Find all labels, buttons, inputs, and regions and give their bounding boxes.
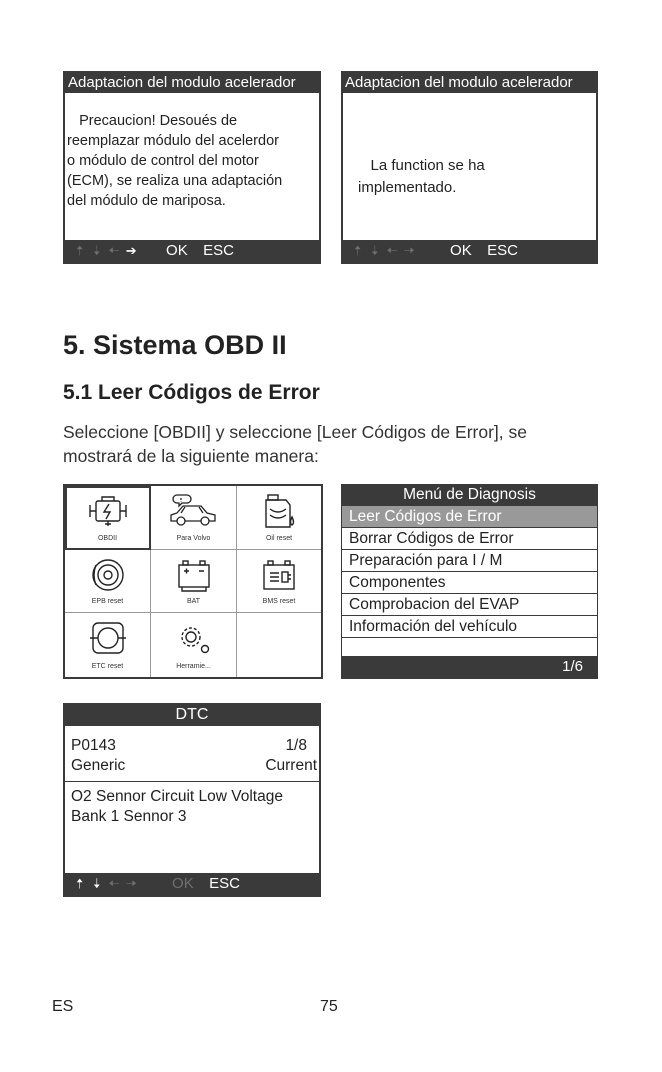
result-text: [358, 155, 592, 199]
menu-item-components[interactable]: Componentes: [342, 572, 597, 594]
dtc-screen: [63, 703, 321, 897]
menu-item-read-codes[interactable]: Leer Códigos de Error: [342, 506, 597, 528]
esc-button[interactable]: ESC: [487, 242, 518, 259]
screen-footer: [65, 240, 319, 262]
screen-footer: [343, 240, 596, 262]
subsection-heading: 5.1 Leer Códigos de Error: [63, 381, 320, 404]
ok-button[interactable]: OK: [450, 242, 472, 259]
battery-icon: [174, 557, 214, 593]
dtc-type-row: [65, 756, 319, 776]
tile-para-volvo[interactable]: [151, 486, 237, 550]
arrow-up-icon[interactable]: 🠡: [76, 876, 84, 891]
menu-title: Menú de Diagnosis: [341, 484, 598, 506]
esc-button[interactable]: ESC: [209, 875, 240, 892]
menu-item-evap-test[interactable]: Comprobacion del EVAP: [342, 594, 597, 616]
tile-obdii[interactable]: [65, 486, 151, 550]
screen-title: Adaptacion del modulo acelerador: [65, 73, 319, 93]
warning-text: [67, 111, 317, 211]
menu-page-indicator: 1/6: [342, 656, 597, 678]
arrow-right-icon[interactable]: 🠢: [125, 876, 137, 891]
warning-line: o módulo de control del motor: [67, 153, 259, 169]
warning-line: reemplazar módulo del acelerdor: [67, 133, 279, 149]
tile-bat[interactable]: [151, 550, 237, 613]
description-line: O2 Sennor Circuit Low Voltage: [71, 788, 283, 805]
dtc-code-row: [65, 736, 319, 756]
bms-icon: [259, 557, 299, 593]
tile-epb-reset[interactable]: [65, 550, 151, 613]
screen-title: Adaptacion del modulo acelerador: [343, 73, 596, 93]
paragraph-line: Seleccione [OBDII] y seleccione [Leer Códigos de Error], se: [63, 422, 527, 442]
arrow-left-icon[interactable]: 🠠: [386, 243, 398, 258]
brake-disc-icon: [88, 557, 128, 593]
dtc-count: 1/8: [285, 737, 307, 754]
dtc-header-block: [65, 725, 319, 782]
tile-herramientas[interactable]: [151, 613, 237, 677]
throttle-adaptation-done-screen: [341, 71, 598, 264]
ok-button[interactable]: OK: [172, 875, 194, 892]
screen-footer: [65, 873, 319, 895]
ok-button[interactable]: OK: [166, 242, 188, 259]
dtc-description: [65, 782, 319, 827]
throttle-icon: [88, 620, 128, 656]
arrow-up-icon[interactable]: 🠡: [354, 243, 362, 258]
esc-button[interactable]: ESC: [203, 242, 234, 259]
dtc-status: Current: [265, 757, 317, 774]
arrow-down-icon[interactable]: 🠣: [371, 243, 379, 258]
arrow-right-icon[interactable]: ➔: [125, 243, 137, 258]
oil-can-icon: [259, 493, 299, 531]
engine-icon: [86, 493, 130, 529]
tile-label: Oil reset: [265, 535, 293, 542]
tile-label: OBDII: [97, 535, 118, 542]
dtc-title: DTC: [64, 704, 320, 726]
arrow-down-icon[interactable]: 🠣: [93, 876, 101, 891]
dtc-code: P0143: [71, 737, 116, 754]
arrow-down-icon[interactable]: 🠣: [93, 243, 101, 258]
tile-label: ETC reset: [91, 663, 124, 670]
tile-label: BMS reset: [262, 598, 296, 605]
arrow-left-icon[interactable]: 🠠: [108, 876, 120, 891]
tile-label: Para Volvo: [176, 535, 211, 542]
warning-line: Precaucion! Desoués de: [67, 113, 238, 129]
paragraph-line: mostrará de la siguiente manera:: [63, 446, 319, 466]
tile-label: BAT: [186, 598, 201, 605]
tile-label: Herramie...: [176, 663, 211, 670]
tile-empty: [237, 613, 321, 677]
menu-item-vehicle-info[interactable]: Información del vehículo: [342, 616, 597, 638]
function-grid: [63, 484, 323, 679]
arrow-up-icon[interactable]: 🠡: [76, 243, 84, 258]
warning-line: del módulo de mariposa.: [67, 193, 226, 209]
diagnosis-menu-screen: [341, 484, 598, 679]
description-line: Bank 1 Sennor 3: [71, 808, 187, 825]
result-line: La function se ha: [358, 157, 485, 174]
car-icon: [167, 493, 221, 529]
tile-oil-reset[interactable]: [237, 486, 321, 550]
throttle-adaptation-warning-screen: [63, 71, 321, 264]
instruction-paragraph: [63, 420, 623, 468]
section-heading: 5. Sistema OBD II: [63, 330, 287, 360]
menu-item-erase-codes[interactable]: Borrar Códigos de Error: [342, 528, 597, 550]
arrow-right-icon[interactable]: 🠢: [403, 243, 415, 258]
tile-bms-reset[interactable]: [237, 550, 321, 613]
warning-line: (ECM), se realiza una adaptación: [67, 173, 283, 189]
result-line: implementado.: [358, 179, 457, 196]
tile-label: EPB reset: [91, 598, 124, 605]
menu-item-im-readiness[interactable]: Preparación para I / M: [342, 550, 597, 572]
tile-etc-reset[interactable]: [65, 613, 151, 677]
arrow-left-icon[interactable]: 🠠: [108, 243, 120, 258]
dtc-type: Generic: [71, 757, 126, 774]
gears-icon: [174, 620, 214, 656]
language-label: ES: [52, 998, 74, 1015]
page-number: 75: [320, 998, 338, 1015]
